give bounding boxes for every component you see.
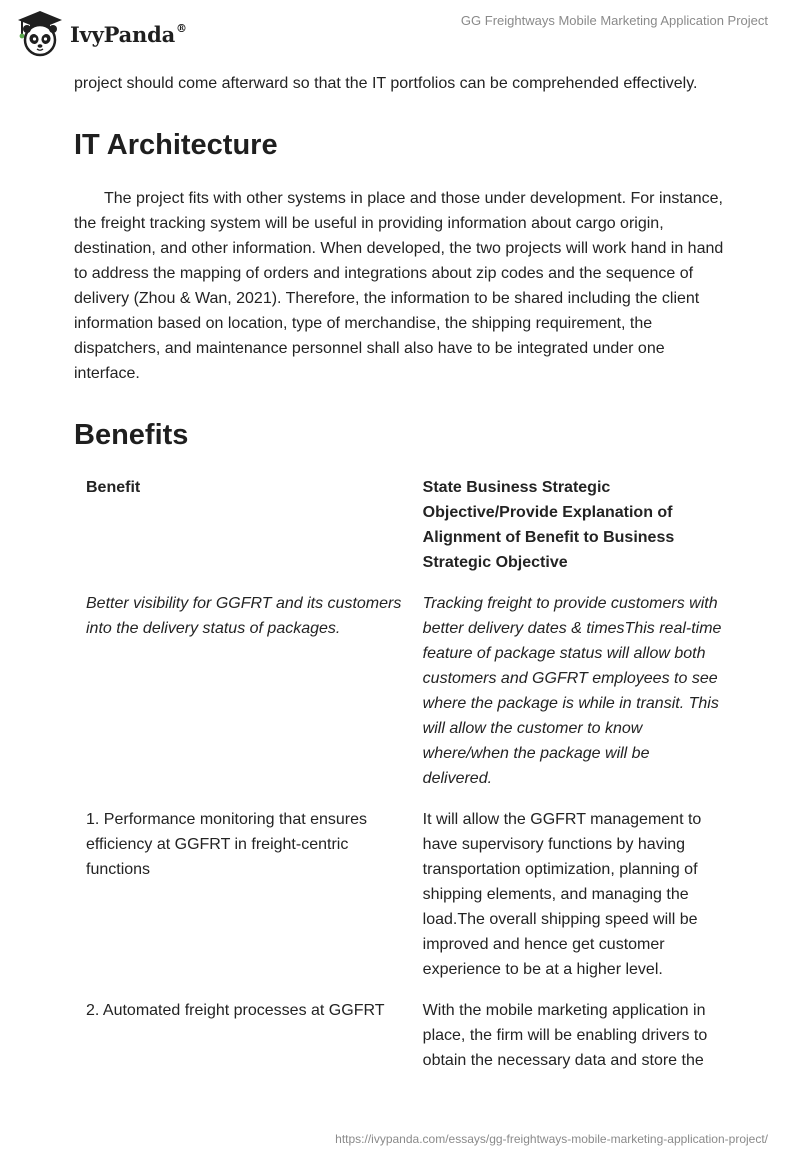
brand-name: IvyPanda®	[70, 21, 187, 47]
table-row	[74, 807, 734, 998]
essay-content	[74, 71, 726, 1073]
explanation-cell: Tracking freight to provide customers with better delivery dates & timesThis real-time feature of package status will allow both customers and GGFRT employees to see where the package is while in transit. This will allow the customer to know where/when the package will be delivered.	[422, 595, 722, 787]
explanation-cell: With the mobile marketing application in place, the firm will be enabling drivers to obtain the necessary data and store the	[422, 1002, 708, 1069]
table-row	[74, 591, 734, 807]
intro-paragraph: project should come afterward so that the IT portfolios can be comprehended effectively.	[74, 75, 698, 92]
benefit-cell: 1. Performance monitoring that ensures efficiency at GGFRT in freight-centric functions	[86, 811, 368, 878]
ivypanda-logo[interactable]	[14, 8, 187, 58]
benefit-cell: Better visibility for GGFRT and its customers into the delivery status of packages.	[86, 595, 402, 637]
document-title: GG Freightways Mobile Marketing Application Project	[460, 13, 768, 28]
benefits-heading: Benefits	[74, 419, 189, 451]
it-architecture-heading: IT Architecture	[74, 129, 278, 161]
table-header-row	[74, 475, 734, 591]
page-header	[0, 0, 800, 60]
panda-graduate-icon	[14, 8, 66, 58]
explanation-cell: It will allow the GGFRT management to have supervisory functions by having transportation optimization, planning of shipping elements, and managing the load.The overall shipping speed will be improved and hence get customer experience to be at a higher level.	[422, 811, 702, 978]
column-header-objective: State Business Strategic Objective/Provide Explanation of Alignment of Benefit to Business Strategic Objective	[422, 479, 675, 571]
table-row	[74, 998, 734, 1073]
it-architecture-paragraph: The project fits with other systems in place and those under development. For instance, the freight tracking system will be useful in providing information about cargo origin, destination, and other information. When developed, the two projects will work hand in hand to address the mapping of orders and integrations about zip codes and the sequence of delivery (Zhou & Wan, 2021). Therefore, the information to be shared including the client information based on location, type of merchandise, the shipping requirement, the dispatchers, and maintenance personnel shall also have to be integrated under one interface.	[74, 190, 724, 382]
source-url[interactable]: https://ivypanda.com/essays/gg-freightways-mobile-marketing-application-project/	[335, 1132, 768, 1146]
benefit-cell: 2. Automated freight processes at GGFRT	[86, 1002, 385, 1019]
column-header-benefit: Benefit	[86, 479, 141, 496]
benefits-table	[74, 475, 734, 1073]
